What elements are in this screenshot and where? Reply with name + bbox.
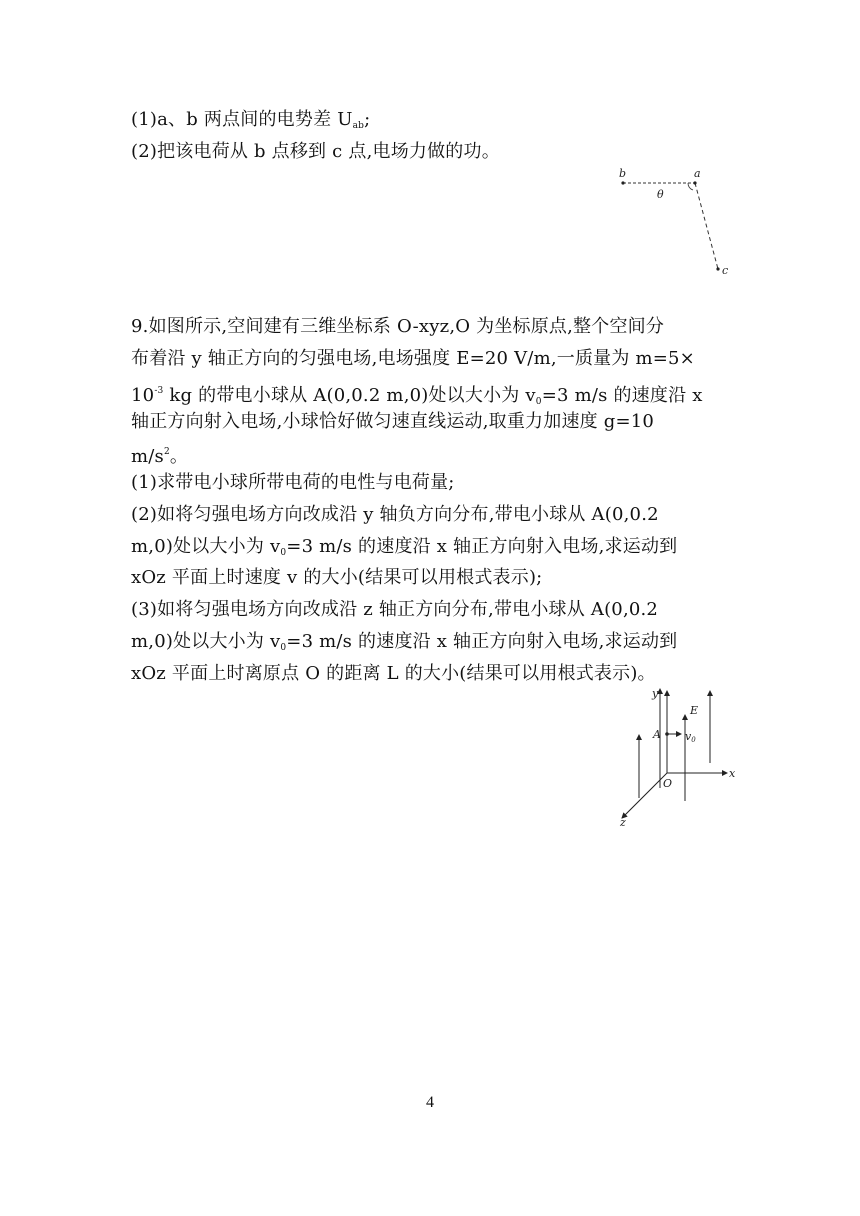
q9-sub3-l2-a: m,0)处以大小为 v [131,631,281,652]
q8-part1-suffix: ; [364,109,371,130]
angle-arc [688,183,693,190]
q9-sub2-line-3: xOz 平面上时速度 v 的大小(结果可以用根式表示); [131,567,543,588]
point-b [621,181,624,184]
q9-sub1: (1)求带电小球所带电荷的电性与电荷量; [131,472,455,493]
q9-sub3-l2-b: =3 m/s 的速度沿 x 轴正方向射入电场,求运动到 [286,631,678,652]
q9-line-1: 9.如图所示,空间建有三维坐标系 O-xyz,O 为坐标原点,整个空间分 [131,316,665,337]
label-z: z [620,816,626,828]
q8-figure [605,165,745,280]
point-c [716,267,719,270]
label-c: c [722,264,729,277]
q9-exponent: -3 [154,386,164,396]
q9-sub2-v0-sub: 0 [280,548,287,558]
q9-figure [612,683,747,828]
q9-sub2-line-1: (2)如将匀强电场方向改成沿 y 轴负方向分布,带电小球从 A(0,0.2 [131,504,659,525]
q9-line-5-b: 。 [169,446,189,467]
q8-part1-text: (1)a、b 两点间的电势差 U [131,109,353,130]
label-E: E [690,704,699,717]
q9-sub3-line-1: (3)如将匀强电场方向改成沿 z 轴正方向分布,带电小球从 A(0,0.2 [131,599,659,620]
q9-line-4: 轴正方向射入电场,小球恰好做匀速直线运动,取重力加速度 g=10 [131,411,655,432]
label-theta: θ [657,188,664,201]
q8-part1 [131,105,370,141]
q8-part2: (2)把该电荷从 b 点移到 c 点,电场力做的功。 [131,141,500,162]
q9-sub2-l2-a: m,0)处以大小为 v [131,536,281,557]
q9-sub2-l2-b: =3 m/s 的速度沿 x 轴正方向射入电场,求运动到 [286,536,678,557]
q9-line-5-a: m/s [131,446,164,467]
q9-line-2: 布着沿 y 轴正方向的匀强电场,电场强度 E=20 V/m,一质量为 m=5× [131,348,695,369]
q9-line-3-c: =3 m/s 的速度沿 x [541,385,703,406]
q9-sub3-v0-sub: 0 [280,643,287,653]
q9-sub3-line-2 [131,627,677,663]
page-number: 4 [426,1094,434,1111]
q9-square-sup: 2 [163,447,170,457]
label-b: b [619,167,627,180]
label-x: x [729,767,736,780]
q9-line-3-a: 10 [131,385,155,406]
q9-sub3-line-3: xOz 平面上时离原点 O 的距离 L 的大小(结果可以用根式表示)。 [131,663,656,684]
label-y: y [652,687,659,700]
label-O: O [663,777,673,790]
label-v0: v0 [685,730,696,744]
label-a: a [694,167,701,180]
q9-v0-subscript: 0 [535,397,542,407]
q9-line-5 [131,437,188,472]
segment-ac [695,183,718,269]
label-A: A [653,728,661,741]
q8-part1-subscript: ab [352,121,365,131]
point-a [693,181,696,184]
q9-line-3-b: kg 的带电小球从 A(0,0.2 m,0)处以大小为 v [163,385,536,406]
